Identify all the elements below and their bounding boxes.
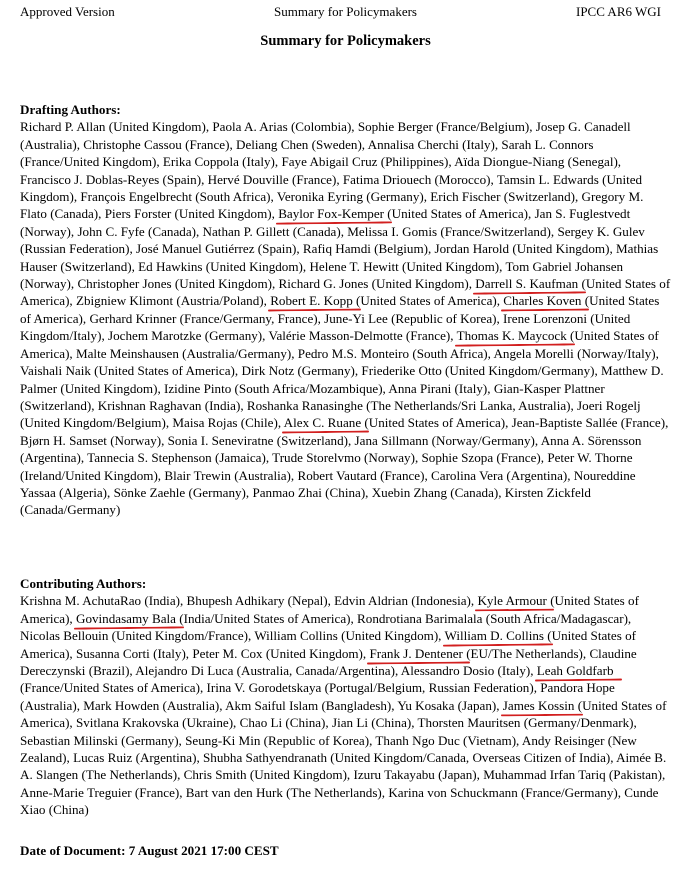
- author-text: (United States of America), Jean-Baptiste Sallée (France), Bjørn H. Samset (Norway), Sonia I. Seneviratne (Switzerland), Jana Sillmann (Norway/Germany), Anna A. Sörensson (Argentina), Tannecia S. Stephenson (Jamaica), Trude Storelvmo (Norway), Sophie Szopa (France), Peter W. Thorne (Ireland/United Kingdom), Blair Trewin (Australia), Robert Vautard (France), Carolina Vera (Argentina), Noureddine Yassaa (Algeria), Sönke Zaehle (Germany), Panmao Zhai (China), Xuebin Zhang (Canada), Kirsten Zickfeld (Canada/Germany): [20, 415, 669, 518]
- underlined-author-name: Leah Goldfarb: [536, 663, 614, 679]
- author-text: (United States of America), Gerhard Krinner (France/Germany, France), June-Yi Lee (Republic of Korea), Irene Lorenzoni (United Kingdom/Italy), Jochem Marotzke (Germany), Valérie Masson-Delmotte (France),: [20, 293, 660, 344]
- contributing-authors-heading: Contributing Authors:: [20, 576, 147, 591]
- underlined-author-name: Kyle Armour: [477, 593, 547, 609]
- header-right-label: IPCC AR6 WGI: [576, 4, 661, 19]
- author-text: (United States of America), Jan S. Fuglestvedt (Norway), John C. Fyfe (Canada), Nathan P. Gillett (Canada), Melissa I. Gomis (France/Switzerland), Sergey K. Gulev (Russian Federation), José Manuel Gutiérrez (Spain), Rafiq Hamdi (Belgium), Jordan Harold (United Kingdom), Mathias Hauser (Switzerland), Ed Hawkins (United Kingdom), Helene T. Hewitt (United Kingdom), Tom Gabriel Johansen (Norway), Christopher Jones (United Kingdom), Richard G. Jones (United Kingdom),: [20, 206, 659, 292]
- underlined-author-name: Govindasamy Bala: [75, 610, 176, 626]
- author-text: Richard P. Allan (United Kingdom), Paola A. Arias (Colombia), Sophie Berger (France/Belgium), Josep G. Canadell (Australia), Christophe Cassou (France), Deliang Chen (Sweden), Annalisa Cherchi (Italy), Sarah L. Connors (France/United Kingdom), Erika Coppola (Italy), Faye Abigail Cruz (Philippines), Aïda Diongue-Niang (Senegal), Francisco J. Doblas-Reyes (Spain), Hervé Douville (France), Fatima Driouech (Morocco), Tamsin L. Edwards (United Kingdom), François Engelbrecht (South Africa), Veronika Eyring (Germany), Erich Fischer (Switzerland), Gregory M. Flato (Canada), Piers Forster (United Kingdom),: [20, 119, 644, 222]
- author-text: (EU/The Netherlands), Claudine Dereczynski (Brazil), Alejandro Di Luca (Australia, Canada/Argentina), Alessandro Dosio (Italy),: [20, 645, 637, 679]
- page-title: Summary for Policymakers: [260, 33, 431, 49]
- underlined-author-name: Thomas K. Maycock: [456, 328, 567, 344]
- contributing-authors-section: [20, 575, 672, 819]
- underlined-author-name: Robert E. Kopp: [270, 293, 353, 309]
- drafting-authors-section: [20, 101, 672, 519]
- drafting-authors-list: [20, 118, 672, 518]
- author-text: (France/United States of America), Irina V. Gorodetskaya (Portugal/Belgium, Russian Federation), Pandora Hope (Australia), Mark Howden (Australia), Akm Saiful Islam (Bangladesh), Yu Kosaka (Japan),: [20, 680, 615, 713]
- document-date: Date of Document: 7 August 2021 17:00 CEST: [20, 843, 279, 858]
- underlined-author-name: William D. Collins: [444, 628, 544, 644]
- contributing-authors-list: [20, 592, 672, 818]
- header-left-label: Approved Version: [20, 4, 115, 19]
- author-text: (United States of America),: [352, 293, 504, 309]
- underlined-author-name: Charles Koven: [503, 293, 582, 309]
- author-text: (United States of America),: [20, 593, 639, 626]
- underlined-author-name: Frank J. Dentener: [369, 645, 463, 661]
- underlined-author-name: James Kossin: [502, 697, 575, 713]
- header-center-label: Summary for Policymakers: [274, 4, 417, 19]
- underlined-author-name: Alex C. Ruane: [283, 415, 362, 431]
- author-text: (United States of America), Susanna Corti (Italy), Peter M. Cox (United Kingdom),: [20, 628, 637, 661]
- underlined-author-name: Baylor Fox-Kemper: [278, 206, 385, 222]
- underlined-author-name: Darrell S. Kaufman: [475, 276, 579, 292]
- drafting-authors-heading: Drafting Authors:: [20, 102, 121, 117]
- author-text: Krishna M. AchutaRao (India), Bhupesh Adhikary (Nepal), Edvin Aldrian (Indonesia),: [20, 593, 478, 609]
- author-text: (United States of America), Zbigniew Klimont (Austria/Poland),: [20, 276, 671, 309]
- author-text: (United States of America), Svitlana Krakovska (Ukraine), Chao Li (China), Jian Li (China), Thorsten Mauritsen (Germany/Denmark), Sebastian Milinski (Germany), Seung-Ki Min (Republic of Korea), Thanh Ngo Duc (Vietnam), Andy Reisinger (New Zealand), Lucas Ruiz (Argentina), Shubha Sathyendranath (United Kingdom/Canada, Overseas Citizen of India), Aimée B. A. Slangen (The Netherlands), Chris Smith (United Kingdom), Izuru Takayabu (Japan), Muhammad Irfan Tariq (Pakistan), Anne-Marie Treguier (France), Bart van den Hurk (The Netherlands), Karina von Schuckmann (France/Germany), Cunde Xiao (China): [20, 697, 667, 818]
- author-text: (United States of America), Malte Meinshausen (Australia/Germany), Pedro M.S. Monteiro (South Africa), Angela Morelli (Norway/Italy), Vaishali Naik (United States of America), Dirk Notz (Germany), Friederike Otto (United Kingdom/Germany), Matthew D. Palmer (United Kingdom), Izidine Pinto (South Africa/Mozambique), Anna Pirani (Italy), Gian-Kasper Plattner (Switzerland), Krishnan Raghavan (India), Roshanka Ranasinghe (The Netherlands/Sri Lanka, Australia), Joeri Rogelj (United Kingdom/Belgium), Maisa Rojas (Chile),: [20, 328, 664, 431]
- author-text: (India/United States of America), Rondrotiana Barimalala (South Africa/Madagascar), Nicolas Bellouin (United Kingdom/France), William Collins (United Kingdom),: [20, 610, 632, 644]
